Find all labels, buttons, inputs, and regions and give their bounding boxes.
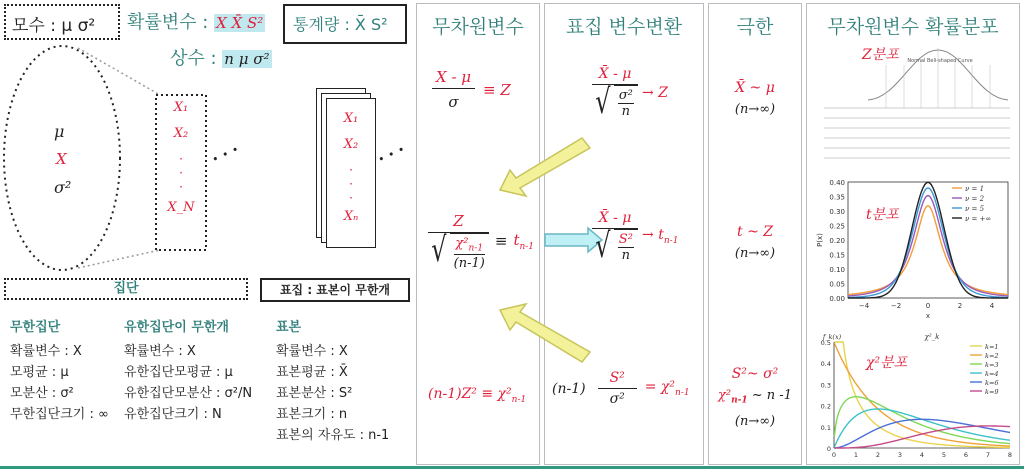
t-ytick-label: 0.30 bbox=[829, 208, 845, 216]
chi-ytick-label: 0.2 bbox=[820, 402, 831, 411]
column-item: 유한집단모평균 : μ bbox=[124, 365, 233, 380]
infinite-population-column bbox=[10, 316, 109, 425]
sample-item: X₂ bbox=[173, 126, 189, 141]
panel-title: 무차원변수 확률분포 bbox=[827, 16, 999, 38]
random-variable-row bbox=[127, 8, 265, 34]
column-title: 표본 bbox=[276, 320, 302, 335]
t-ytick-label: 0.15 bbox=[829, 251, 845, 260]
c1-sub: n-1 bbox=[511, 394, 527, 405]
sample-items bbox=[160, 100, 202, 215]
lim1-text: X̄ ~ μ bbox=[735, 80, 775, 96]
t1-result-symbol: t bbox=[513, 230, 520, 249]
chi-legend-label: k=9 bbox=[985, 388, 999, 396]
t-sampling bbox=[592, 210, 679, 266]
column-item: 표본분산 : S² bbox=[276, 386, 353, 401]
chi-legend-label: k=3 bbox=[985, 361, 999, 369]
sample-box-label: 표집 : 표본이 무한개 bbox=[279, 283, 391, 297]
z2-numerator: X̄ - μ bbox=[598, 66, 632, 82]
constant-symbols: n μ σ² bbox=[224, 50, 270, 68]
sample-item: · bbox=[179, 166, 183, 180]
t2-rhs-symbol: → t bbox=[642, 227, 664, 244]
chi-xtick-label: 7 bbox=[985, 451, 991, 459]
chi-series-line bbox=[834, 342, 1010, 448]
column-item: 유한집단크기 : N bbox=[124, 407, 222, 422]
z1-numerator: X - μ bbox=[436, 68, 472, 86]
population-box bbox=[4, 278, 248, 300]
chi-series-line bbox=[834, 343, 1010, 446]
t1-numerator: Z bbox=[453, 212, 464, 230]
chi-distribution-chart bbox=[812, 330, 1018, 462]
t-legend-label: ν = 5 bbox=[965, 205, 985, 213]
ellipsis-dots-2: • • • bbox=[377, 144, 408, 166]
finite-populations-column bbox=[124, 316, 252, 425]
t2-rhs-sub: n-1 bbox=[663, 235, 679, 246]
c2-numerator: S² bbox=[609, 370, 625, 386]
yellow-arrow-up-icon bbox=[500, 304, 590, 362]
t1-den-bottom: (n-1) bbox=[453, 255, 485, 271]
t1-den-chi bbox=[455, 236, 483, 254]
connector-top bbox=[78, 48, 160, 95]
column-item: 무한집단크기 : ∞ bbox=[10, 407, 109, 422]
t-distribution-label: t분포 bbox=[866, 207, 899, 223]
column-item: 유한집단모분산 : σ²/N bbox=[124, 386, 253, 401]
chi-title: χ²_k bbox=[924, 333, 940, 341]
t1-equiv: ≡ bbox=[494, 232, 508, 251]
t-legend-label: ν = 1 bbox=[965, 185, 985, 193]
chi-legend-label: k=6 bbox=[985, 379, 999, 387]
t-xtick-label: 4 bbox=[989, 302, 995, 310]
card-item: · bbox=[349, 191, 353, 205]
constant-label: 상수 : bbox=[170, 48, 217, 69]
z1-rhs: ≡ Z bbox=[483, 80, 511, 99]
sample-box bbox=[260, 278, 410, 302]
limit-mean bbox=[708, 80, 802, 117]
column-item: 확률변수 : X bbox=[10, 344, 82, 359]
chi-legend-label: k=1 bbox=[985, 343, 999, 351]
statistic-box bbox=[283, 4, 407, 44]
lim3-condition: (n→∞) bbox=[734, 413, 776, 429]
chi-distribution-label: χ²분포 bbox=[866, 355, 908, 371]
chi-ytick-label: 0.3 bbox=[820, 381, 831, 390]
statistic-label: 통계량 : X̄ S² bbox=[293, 15, 388, 34]
chi-xtick-label: 3 bbox=[897, 451, 903, 459]
t-legend-label: ν = +∞ bbox=[965, 215, 992, 223]
t-ytick-label: 0.05 bbox=[829, 280, 845, 289]
t-ytick-label: 0.10 bbox=[829, 266, 845, 274]
ellipsis-dots-1: • • • bbox=[211, 144, 242, 166]
card-front bbox=[326, 98, 376, 248]
lim3b-line bbox=[708, 388, 802, 406]
column-item: 확률변수 : X bbox=[124, 344, 196, 359]
c2-rhs bbox=[645, 379, 690, 398]
t-xtick-label: −4 bbox=[858, 302, 870, 310]
chi-legend-label: k=2 bbox=[985, 352, 999, 360]
footer-accent-line bbox=[0, 466, 1024, 469]
lim1-condition: (n→∞) bbox=[734, 102, 776, 117]
random-variable-label: 확률변수 : bbox=[127, 12, 209, 33]
chi-ytick-label: 0.5 bbox=[820, 339, 831, 347]
t-xtick-label: 0 bbox=[925, 302, 931, 310]
chi-sampling bbox=[552, 370, 690, 407]
sample-item: X_N bbox=[167, 200, 195, 215]
sample-item: · bbox=[179, 152, 183, 166]
chi-xtick-label: 5 bbox=[941, 451, 947, 459]
chi-xtick-label: 6 bbox=[963, 451, 969, 459]
population-box-label: 집단 bbox=[113, 281, 139, 296]
t1-result-sub: n-1 bbox=[519, 241, 535, 252]
z-distribution-chart bbox=[818, 40, 1014, 170]
t-distribution-chart bbox=[812, 176, 1018, 324]
t-ytick-label: 0.40 bbox=[829, 179, 845, 187]
z-chart-title: Normal Bell-shaped Curve bbox=[907, 58, 973, 64]
t1-den-chi-symbol: χ² bbox=[455, 236, 469, 251]
t2-numerator: X̄ - μ bbox=[598, 210, 632, 226]
z-table-lines bbox=[824, 108, 1010, 158]
lim3b-symbol: χ² bbox=[718, 388, 732, 403]
t2-den-top: S² bbox=[618, 232, 633, 247]
sqrt-icon: √ bbox=[595, 82, 611, 122]
chi-ytick-label: 0.4 bbox=[820, 360, 831, 369]
c2-rhs-symbol: = χ² bbox=[644, 379, 676, 396]
t2-rhs bbox=[642, 227, 678, 246]
card-item: · bbox=[349, 163, 353, 177]
column-title: 유한집단이 무한개 bbox=[124, 320, 229, 335]
c2-rhs-sub: n-1 bbox=[675, 387, 690, 398]
lim3b-sub: n-1 bbox=[731, 395, 748, 406]
chi-legend-label: k=4 bbox=[985, 370, 999, 378]
card-item: X₁ bbox=[343, 111, 359, 126]
t-ytick-label: 0.25 bbox=[829, 222, 845, 231]
chi-xtick-label: 1 bbox=[853, 451, 859, 459]
column-item: 모평균 : μ bbox=[10, 365, 69, 380]
chi-ytick-label: 0 bbox=[826, 445, 831, 453]
t-legend-label: ν = 2 bbox=[965, 195, 985, 203]
t2-den-bottom: n bbox=[618, 247, 634, 263]
limit-t bbox=[708, 224, 802, 261]
panel-title: 무차원변수 bbox=[432, 16, 524, 38]
sqrt-icon: √ bbox=[431, 230, 447, 270]
c1-rhs: ≡ χ² bbox=[481, 386, 512, 402]
column-item: 표본의 자유도 : n-1 bbox=[276, 428, 390, 443]
t-ytick-label: 0.35 bbox=[829, 193, 845, 202]
column-item: 표본크기 : n bbox=[276, 407, 348, 422]
t-xlabel: x bbox=[925, 312, 931, 320]
sample-column bbox=[276, 316, 389, 446]
z-definition bbox=[430, 68, 511, 111]
chi-xtick-label: 4 bbox=[919, 451, 925, 459]
limit-chi bbox=[708, 366, 802, 429]
yellow-arrow-down-icon bbox=[500, 138, 590, 196]
z2-den-bottom: n bbox=[618, 103, 634, 119]
sample-item: X₁ bbox=[173, 100, 189, 115]
parameter-box bbox=[4, 4, 120, 40]
t-ylabel: P(x) bbox=[816, 233, 824, 247]
parameter-label: 모수 : μ σ² bbox=[12, 16, 96, 36]
sqrt-icon: √ bbox=[595, 226, 611, 266]
column-item: 모분산 : σ² bbox=[10, 386, 74, 401]
card-item: Xₙ bbox=[343, 209, 359, 224]
z1-denominator: σ bbox=[432, 88, 474, 111]
panel-title: 극한 bbox=[736, 16, 774, 38]
chi-ylabel: f_k(x) bbox=[822, 333, 842, 341]
population-mu: μ bbox=[54, 122, 65, 141]
z2-den-top: σ² bbox=[618, 88, 633, 103]
panel-title: 표집 변수변환 bbox=[565, 16, 683, 38]
z-sampling bbox=[592, 66, 668, 122]
t1-den-chi-sub: n-1 bbox=[468, 243, 484, 254]
lim3a-text: S²~ σ² bbox=[731, 366, 779, 382]
z-distribution-label: Z분포 bbox=[862, 47, 899, 63]
lim2-text: t ~ Z bbox=[737, 224, 773, 240]
column-item: 표본평균 : X̄ bbox=[276, 365, 348, 380]
population-x: X bbox=[56, 150, 67, 168]
chi-xtick-label: 0 bbox=[831, 451, 837, 459]
c2-lhs: (n-1) bbox=[552, 380, 586, 397]
c2-denominator: σ² bbox=[598, 388, 637, 407]
population-diagram bbox=[0, 40, 280, 280]
card-item: X₂ bbox=[343, 137, 359, 152]
t-xtick-label: −2 bbox=[890, 302, 902, 310]
connector-bottom bbox=[78, 250, 160, 268]
random-variable-symbols: X X̄ S² bbox=[216, 14, 264, 32]
sample-item: · bbox=[179, 180, 183, 194]
lim3b-rest: ~ n -1 bbox=[751, 388, 792, 403]
population-sigma: σ² bbox=[54, 178, 72, 197]
chi-xtick-label: 8 bbox=[1007, 451, 1013, 459]
lim2-condition: (n→∞) bbox=[734, 246, 776, 261]
t-ytick-label: 0.20 bbox=[829, 237, 845, 245]
t-xtick-label: 2 bbox=[957, 302, 963, 310]
chi-definition bbox=[428, 386, 526, 405]
column-item: 확률변수 : X bbox=[276, 344, 348, 359]
column-title: 무한집단 bbox=[10, 320, 61, 335]
c1-lhs: (n-1)Z² bbox=[428, 386, 477, 402]
card-item: · bbox=[349, 177, 353, 191]
chi-ytick-label: 0.1 bbox=[820, 423, 831, 432]
t-ytick-label: 0.00 bbox=[829, 295, 845, 303]
z2-rhs: → Z bbox=[642, 84, 668, 101]
chi-xtick-label: 2 bbox=[875, 451, 881, 459]
